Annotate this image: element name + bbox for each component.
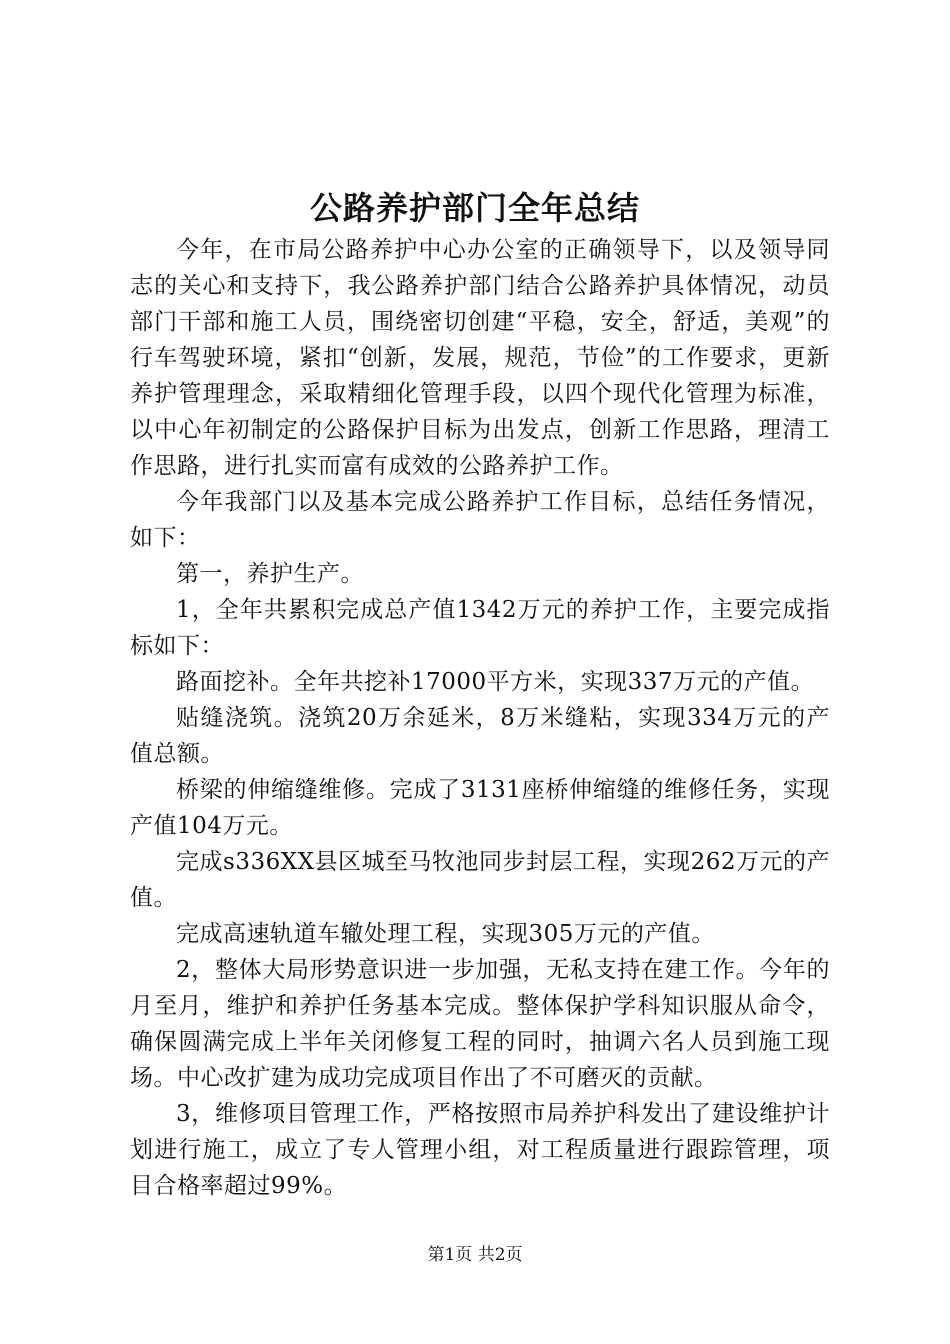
paragraph-bridge-joints: 桥梁的伸缩缝维修。完成了3131座桥伸缩缝的维修任务，实现产值104万元。 <box>130 777 830 839</box>
paragraph-item-2: 2，整体大局形势意识进一步加强，无私支持在建工作。今年的月至月，维护和养护任务基本完成。整体保护学科知识服从命令，确保圆满完成上半年关闭修复工程的同时，抽调六名人员到施工现场。中心改扩建为成功完成项目作出了不可磨灭的贡献。 <box>130 957 830 1091</box>
paragraph-item-3: 3，维修项目管理工作，严格按照市局养护科发出了建设维护计划进行施工，成立了专人管理小组，对工程质量进行跟踪管理，项目合格率超过99%。 <box>130 1101 830 1199</box>
section-heading-maintenance: 第一，养护生产。 <box>176 561 364 587</box>
paragraph-intro: 今年，在市局公路养护中心办公室的正确领导下，以及领导同志的关心和支持下，我公路养护部门结合公路养护具体情况，动员部门干部和施工人员，围绕密切创建“平稳，安全，舒适，美观”的行车驾驶环境，紧扣“创新，发展，规范，节俭”的工作要求，更新养护管理理念，采取精细化管理手段，以四个现代化管理为标准，以中心年初制定的公路保护目标为出发点，创新工作思路，理清工作思路，进行扎实而富有成效的公路养护工作。 <box>130 237 830 479</box>
page-footer: 第1页 共2页 <box>427 1245 523 1265</box>
document-body <box>130 232 830 1204</box>
paragraph-seal-coat: 完成s336XX县区城至马牧池同步封层工程，实现262万元的产值。 <box>130 849 830 911</box>
paragraph-rutting: 完成高速轨道车辙处理工程，实现305万元的产值。 <box>176 921 715 947</box>
paragraph-summary-lead: 今年我部门以及基本完成公路养护工作目标，总结任务情况，如下： <box>130 489 830 551</box>
document-title: 公路养护部门全年总结 <box>309 189 640 227</box>
paragraph-pavement-patching: 路面挖补。全年共挖补17000平方米，实现337万元的产值。 <box>176 669 815 695</box>
paragraph-crack-sealing: 贴缝浇筑。浇筑20万余延米，8万米缝粘，实现334万元的产值总额。 <box>130 705 830 767</box>
paragraph-item-1: 1，全年共累积完成总产值1342万元的养护工作，主要完成指标如下： <box>130 597 830 659</box>
